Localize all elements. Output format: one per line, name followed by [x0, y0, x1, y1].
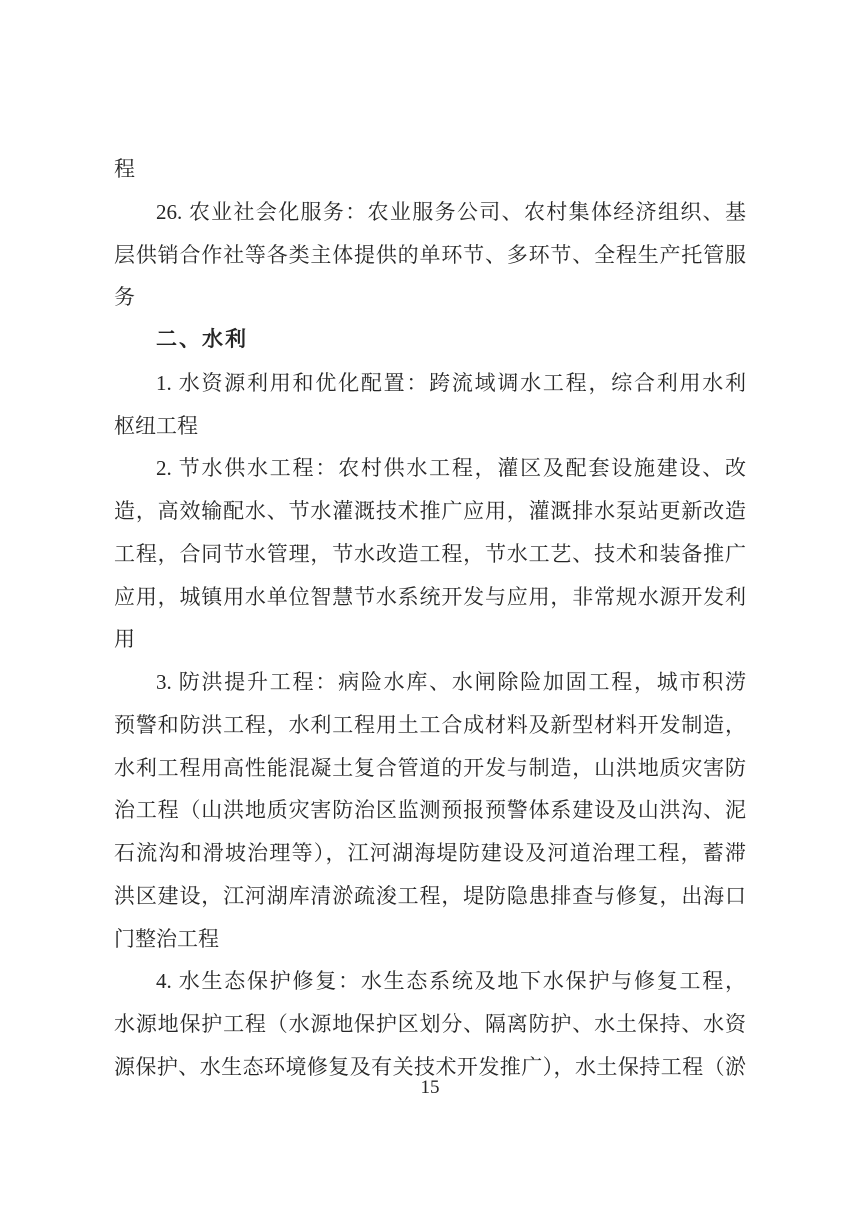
text-line: 源保护、水生态环境修复及有关技术开发推广），水土保持工程（淤 [114, 1054, 746, 1079]
text-line: 预警和防洪工程，水利工程用土工合成材料及新型材料开发制造， [114, 712, 746, 737]
text-line: 用 [114, 627, 135, 652]
text-line: 水源地保护工程（水源地保护区划分、隔离防护、水土保持、水资 [114, 1012, 746, 1036]
paragraph-continuation [114, 148, 746, 191]
text-line: 枢纽工程 [114, 413, 198, 438]
text-line: 1. 水资源利用和优化配置：跨流域调水工程，综合利用水利 [156, 370, 746, 395]
text-line: 治工程（山洪地质灾害防治区监测预报预警体系建设及山洪沟、泥 [114, 798, 746, 823]
text-line: 造，高效输配水、节水灌溉技术推广应用，灌溉排水泵站更新改造 [114, 499, 746, 523]
text-line: 石流沟和滑坡治理等），江河湖海堤防建设及河道治理工程，蓄滞 [114, 841, 746, 865]
text-line: 层供销合作社等各类主体提供的单环节、多环节、全程生产托管服 [114, 242, 746, 267]
paragraph-item-2 [114, 447, 746, 661]
document-body [114, 148, 746, 1089]
page-number: 15 [420, 1077, 440, 1098]
text-line: 水利工程用高性能混凝土复合管道的开发与制造，山洪地质灾害防 [114, 755, 746, 780]
section-heading-text: 二、水利 [156, 328, 248, 351]
text-line: 3. 防洪提升工程：病险水库、水闸除险加固工程，城市积涝 [156, 670, 746, 694]
text-line: 洪区建设，江河湖库清淤疏浚工程，堤防隐患排查与修复，出海口 [114, 883, 746, 908]
section-heading-shuili [114, 319, 746, 362]
text-line: 务 [114, 285, 135, 310]
text-line: 门整治工程 [114, 926, 219, 951]
text-line: 26. 农业社会化服务：农业服务公司、农村集体经济组织、基 [156, 199, 746, 224]
text-line: 工程，合同节水管理，节水改造工程，节水工艺、技术和装备推广 [114, 541, 746, 566]
paragraph-item-3 [114, 661, 746, 960]
text-line: 程 [114, 157, 135, 181]
paragraph-item-1 [114, 362, 746, 448]
paragraph-item-4 [114, 960, 746, 1088]
text-line: 4. 水生态保护修复：水生态系统及地下水保护与修复工程， [156, 969, 746, 994]
text-line: 应用，城镇用水单位智慧节水系统开发与应用，非常规水源开发利 [114, 584, 746, 609]
text-line: 2. 节水供水工程：农村供水工程，灌区及配套设施建设、改 [156, 456, 746, 481]
paragraph-item-26 [114, 191, 746, 319]
